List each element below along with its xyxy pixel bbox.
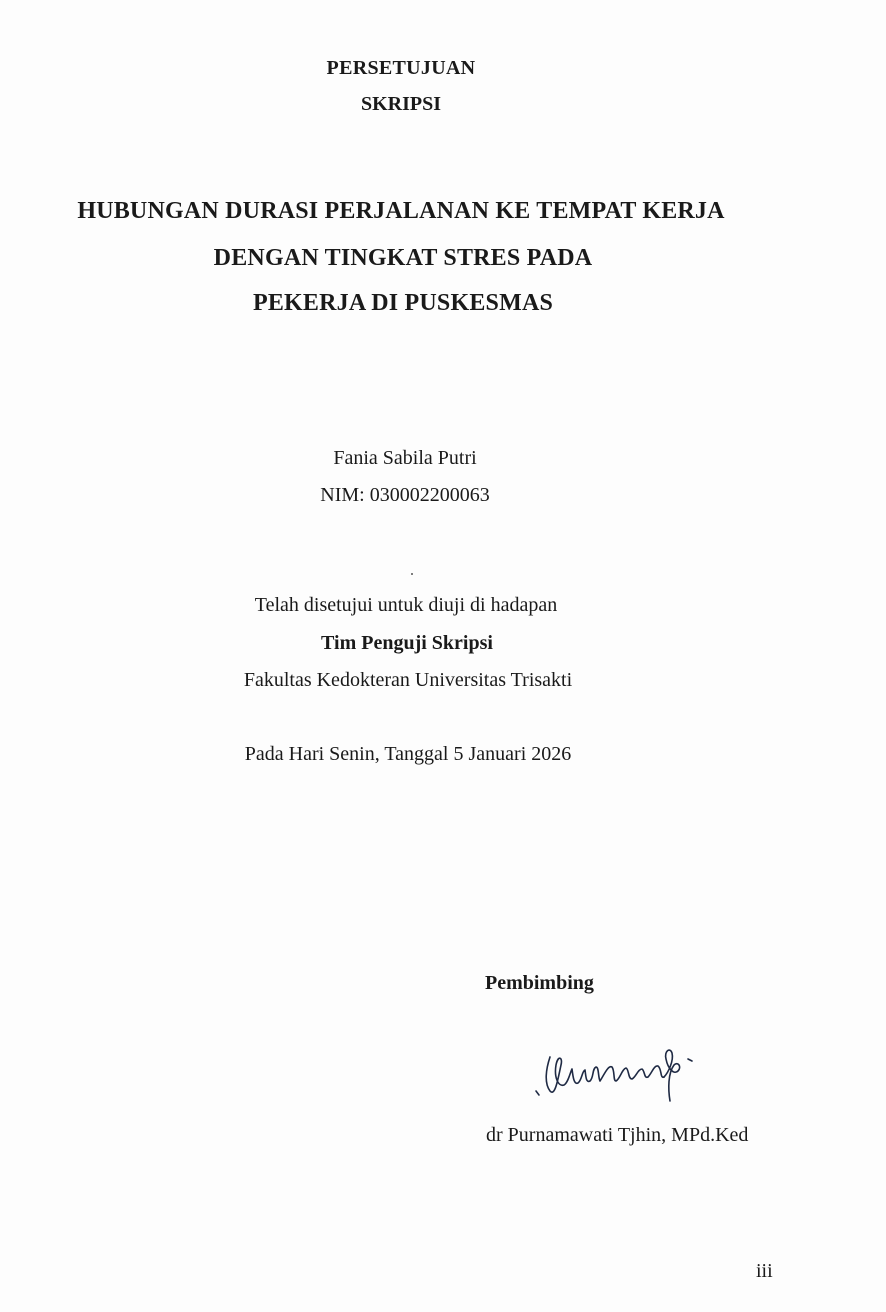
- faculty-name: Fakultas Kedokteran Universitas Trisakti: [243, 669, 573, 691]
- heading-thesis: SKRIPSI: [360, 93, 442, 115]
- thesis-title-line-2: DENGAN TINGKAT STRES PADA: [213, 245, 593, 271]
- heading-approval: PERSETUJUAN: [326, 57, 476, 79]
- handwritten-signature-icon: [528, 1035, 708, 1110]
- thesis-title-line-1: HUBUNGAN DURASI PERJALANAN KE TEMPAT KERJA: [77, 198, 725, 224]
- approval-date: Pada Hari Senin, Tanggal 5 Januari 2026: [244, 743, 572, 765]
- supervisor-name: dr Purnamawati Tjhin, MPd.Ked: [486, 1124, 749, 1146]
- student-name: Fania Sabila Putri: [333, 447, 477, 469]
- page-number: iii: [756, 1260, 773, 1282]
- approval-statement: Telah disetujui untuk diuji di hadapan: [254, 594, 558, 616]
- supervisor-role: Pembimbing: [485, 972, 594, 994]
- thesis-title-line-3: PEKERJA DI PUSKESMAS: [252, 290, 554, 316]
- examiner-team: Tim Penguji Skripsi: [321, 632, 493, 654]
- student-nim: NIM: 030002200063: [320, 484, 490, 506]
- paper-speck: [411, 573, 413, 575]
